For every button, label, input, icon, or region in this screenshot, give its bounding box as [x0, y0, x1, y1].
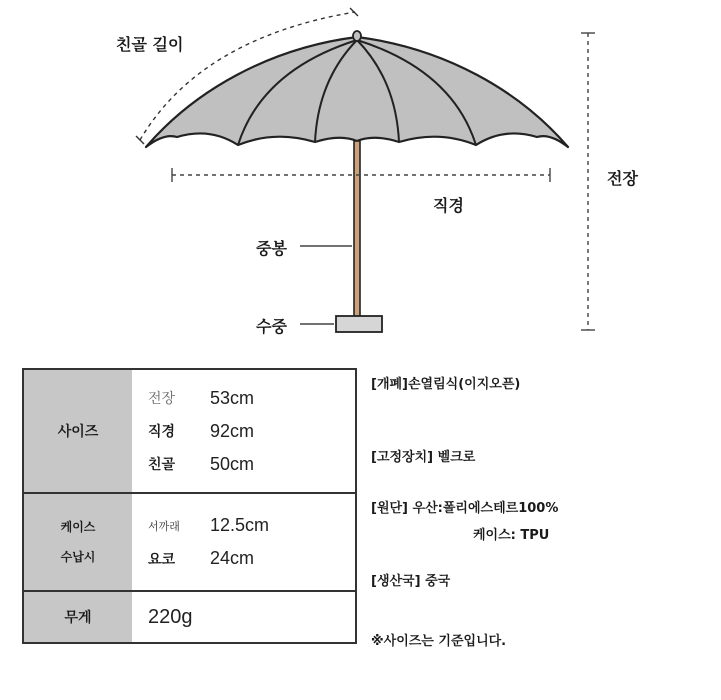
umbrella-diagram — [0, 0, 721, 345]
fixing-info: [고정장치] 벨크로 — [371, 450, 476, 465]
origin-info: [생산국] 중국 — [371, 574, 451, 589]
case-header — [23, 493, 132, 591]
spec-row — [148, 509, 355, 542]
spec-value: 53cm — [210, 387, 255, 408]
weight-section — [23, 591, 356, 643]
case-header-line1: 케이스 — [60, 520, 96, 534]
spec-value: 12.5cm — [210, 515, 270, 535]
spec-value: 92cm — [210, 420, 255, 441]
spec-key: 전장 — [148, 391, 176, 407]
handle — [336, 316, 382, 332]
total-length-label: 전장 — [607, 169, 638, 188]
spec-row — [148, 448, 355, 481]
rib-length-label: 친골 길이 — [116, 35, 184, 54]
spec-row — [148, 542, 355, 575]
spec-table — [22, 368, 357, 644]
weight-header: 무게 — [23, 591, 132, 643]
canopy — [146, 37, 568, 147]
fabric-info-case: 케이스: TPU — [473, 528, 550, 543]
spec-value: 50cm — [210, 453, 255, 474]
fabric-info: [원단] 우산:폴리에스테르100% — [371, 501, 559, 516]
diameter-label: 직경 — [433, 196, 464, 215]
size-values — [132, 369, 356, 493]
spec-key: 친골 — [148, 457, 176, 473]
handle-label: 수중 — [256, 317, 287, 336]
spec-key: 직경 — [148, 424, 176, 440]
spec-row — [148, 382, 355, 415]
spec-row — [148, 415, 355, 448]
case-values — [132, 493, 356, 591]
spec-key: 서까래 — [148, 519, 180, 533]
size-section — [23, 369, 356, 493]
spec-value: 24cm — [210, 548, 255, 568]
weight-values — [132, 591, 356, 643]
size-header: 사이즈 — [23, 369, 132, 493]
case-header-line2: 수납시 — [60, 550, 96, 564]
opening-info: [개폐]손열림식(이지오픈) — [371, 377, 521, 392]
case-section — [23, 493, 356, 591]
weight-value: 220g — [148, 605, 193, 628]
shaft — [354, 141, 360, 317]
size-note: ※사이즈는 기준입니다. — [371, 634, 507, 649]
spec-key: 요코 — [148, 551, 176, 568]
shaft-label: 중봉 — [256, 239, 287, 258]
